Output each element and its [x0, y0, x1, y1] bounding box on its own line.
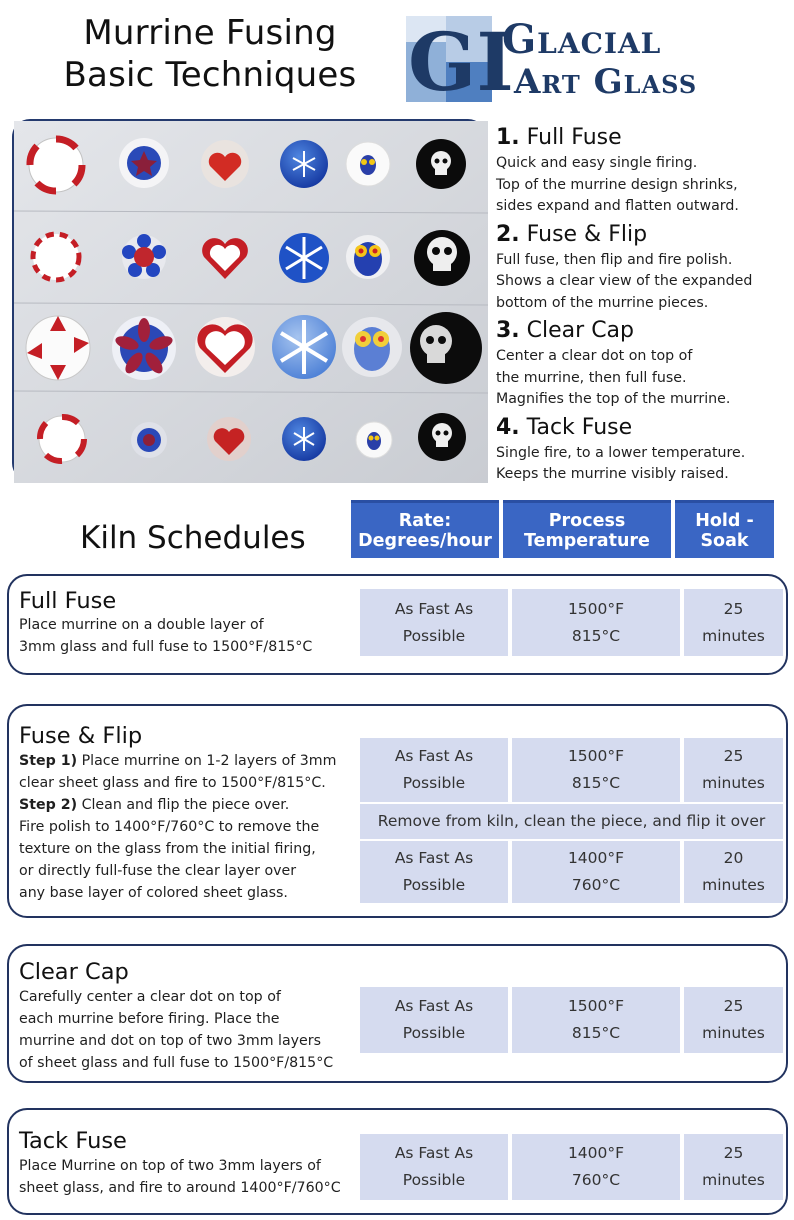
technique-number: 2. — [496, 221, 520, 247]
technique-name: Clear Cap — [526, 318, 635, 343]
technique-line: Center a clear dot on top of — [496, 348, 693, 364]
technique-line: bottom of the murrine pieces. — [496, 294, 709, 311]
page-title-line-2: Basic Techniques — [63, 55, 357, 95]
technique-full-fuse — [496, 123, 792, 218]
technique-line: Single fire, to a lower temperature. — [496, 444, 746, 461]
cell-hold: 20 minutes — [684, 841, 783, 903]
column-header-rate: Rate: Degrees/hour — [351, 500, 499, 558]
technique-clear-cap — [496, 316, 792, 411]
logo-line-2: Art Glass — [514, 62, 698, 102]
cell-rate: As Fast As Possible — [360, 841, 508, 903]
schedule-name: Clear Cap — [19, 959, 129, 985]
cell-temperature: 1400°F 760°C — [512, 1134, 680, 1200]
cell-hold: 25 minutes — [684, 987, 783, 1053]
techniques-list — [496, 123, 792, 488]
technique-name: Tack Fuse — [526, 414, 633, 440]
schedule-description: Place murrine on a double layer of 3mm glass and full fuse to 1500°F/815°C — [19, 617, 313, 655]
technique-line: sides expand and flatten outward. — [496, 198, 739, 214]
cell-rate: As Fast As Possible — [360, 738, 508, 802]
cell-temperature: 1400°F 760°C — [512, 841, 680, 903]
schedule-description: Carefully center a clear dot on top of each murrine before firing. Place the murrine and dot on top of two 3mm layers of sheet glass and full fuse to 1500°F/815°C — [19, 989, 334, 1071]
cell-rate: As Fast As Possible — [360, 987, 508, 1053]
logo-mark-icon — [402, 12, 514, 109]
page-title-line-1: Murrine Fusing — [83, 13, 337, 53]
technique-tack-fuse — [496, 413, 792, 486]
technique-line: Full fuse, then flip and fire polish. — [496, 251, 733, 268]
cell-hold: 25 minutes — [684, 589, 783, 656]
cell-hold: 25 minutes — [684, 1134, 783, 1200]
logo-text — [502, 18, 697, 102]
column-header-temperature: Process Temperature — [503, 500, 671, 558]
technique-line: Shows a clear view of the expanded — [496, 273, 753, 289]
column-header-hold-soak: Hold - Soak — [675, 500, 774, 558]
schedule-card-full-fuse — [7, 574, 788, 675]
technique-line: Keeps the murrine visibly raised. — [496, 466, 729, 482]
kiln-schedules-title: Kiln Schedules — [80, 520, 306, 556]
murrine-grid-illustration — [14, 121, 488, 483]
technique-line: the murrine, then full fuse. — [496, 369, 687, 386]
glacial-art-glass-logo — [400, 12, 790, 108]
schedule-description: Place Murrine on top of two 3mm layers of sheet glass, and fire to around 1400°F/760°C — [19, 1158, 341, 1196]
technique-line: Quick and easy single firing. — [496, 155, 698, 171]
technique-number: 4. — [496, 414, 520, 440]
cell-temperature: 1500°F 815°C — [512, 589, 680, 656]
technique-number: 1. — [496, 125, 520, 150]
schedule-card-fuse-and-flip — [7, 704, 788, 918]
svg-text:GI: GI — [408, 15, 514, 109]
technique-name: Fuse & Flip — [526, 221, 648, 247]
flip-instruction-row: Remove from kiln, clean the piece, and flip it over — [360, 804, 783, 839]
page-title — [60, 12, 360, 96]
schedule-name: Full Fuse — [19, 588, 117, 614]
cell-rate: As Fast As Possible — [360, 1134, 508, 1200]
schedule-name: Fuse & Flip — [19, 723, 143, 749]
technique-line: Top of the murrine design shrinks, — [496, 176, 738, 193]
technique-name: Full Fuse — [526, 125, 622, 150]
murrine-sample-photo — [12, 119, 486, 481]
cell-rate: As Fast As Possible — [360, 589, 508, 656]
technique-fuse-and-flip — [496, 220, 792, 315]
cell-hold: 25 minutes — [684, 738, 783, 802]
schedule-description: Step 1) Place murrine on 1-2 layers of 3mm clear sheet glass and fire to 1500°F/815°C. Step 2) Clean and flip the piece over. Fire polish to 1400°F/760°C to remove the texture on the glass from the initial firing, or directly full-fuse the clear layer over any base layer of colored sheet glass. — [19, 753, 337, 901]
schedule-card-clear-cap — [7, 944, 788, 1083]
cell-temperature: 1500°F 815°C — [512, 738, 680, 802]
schedule-name: Tack Fuse — [19, 1128, 127, 1154]
cell-temperature: 1500°F 815°C — [512, 987, 680, 1053]
schedule-card-tack-fuse — [7, 1108, 788, 1215]
technique-line: Magnifies the top of the murrine. — [496, 391, 731, 407]
technique-number: 3. — [496, 318, 520, 343]
logo-line-1: Glacial — [502, 16, 662, 63]
